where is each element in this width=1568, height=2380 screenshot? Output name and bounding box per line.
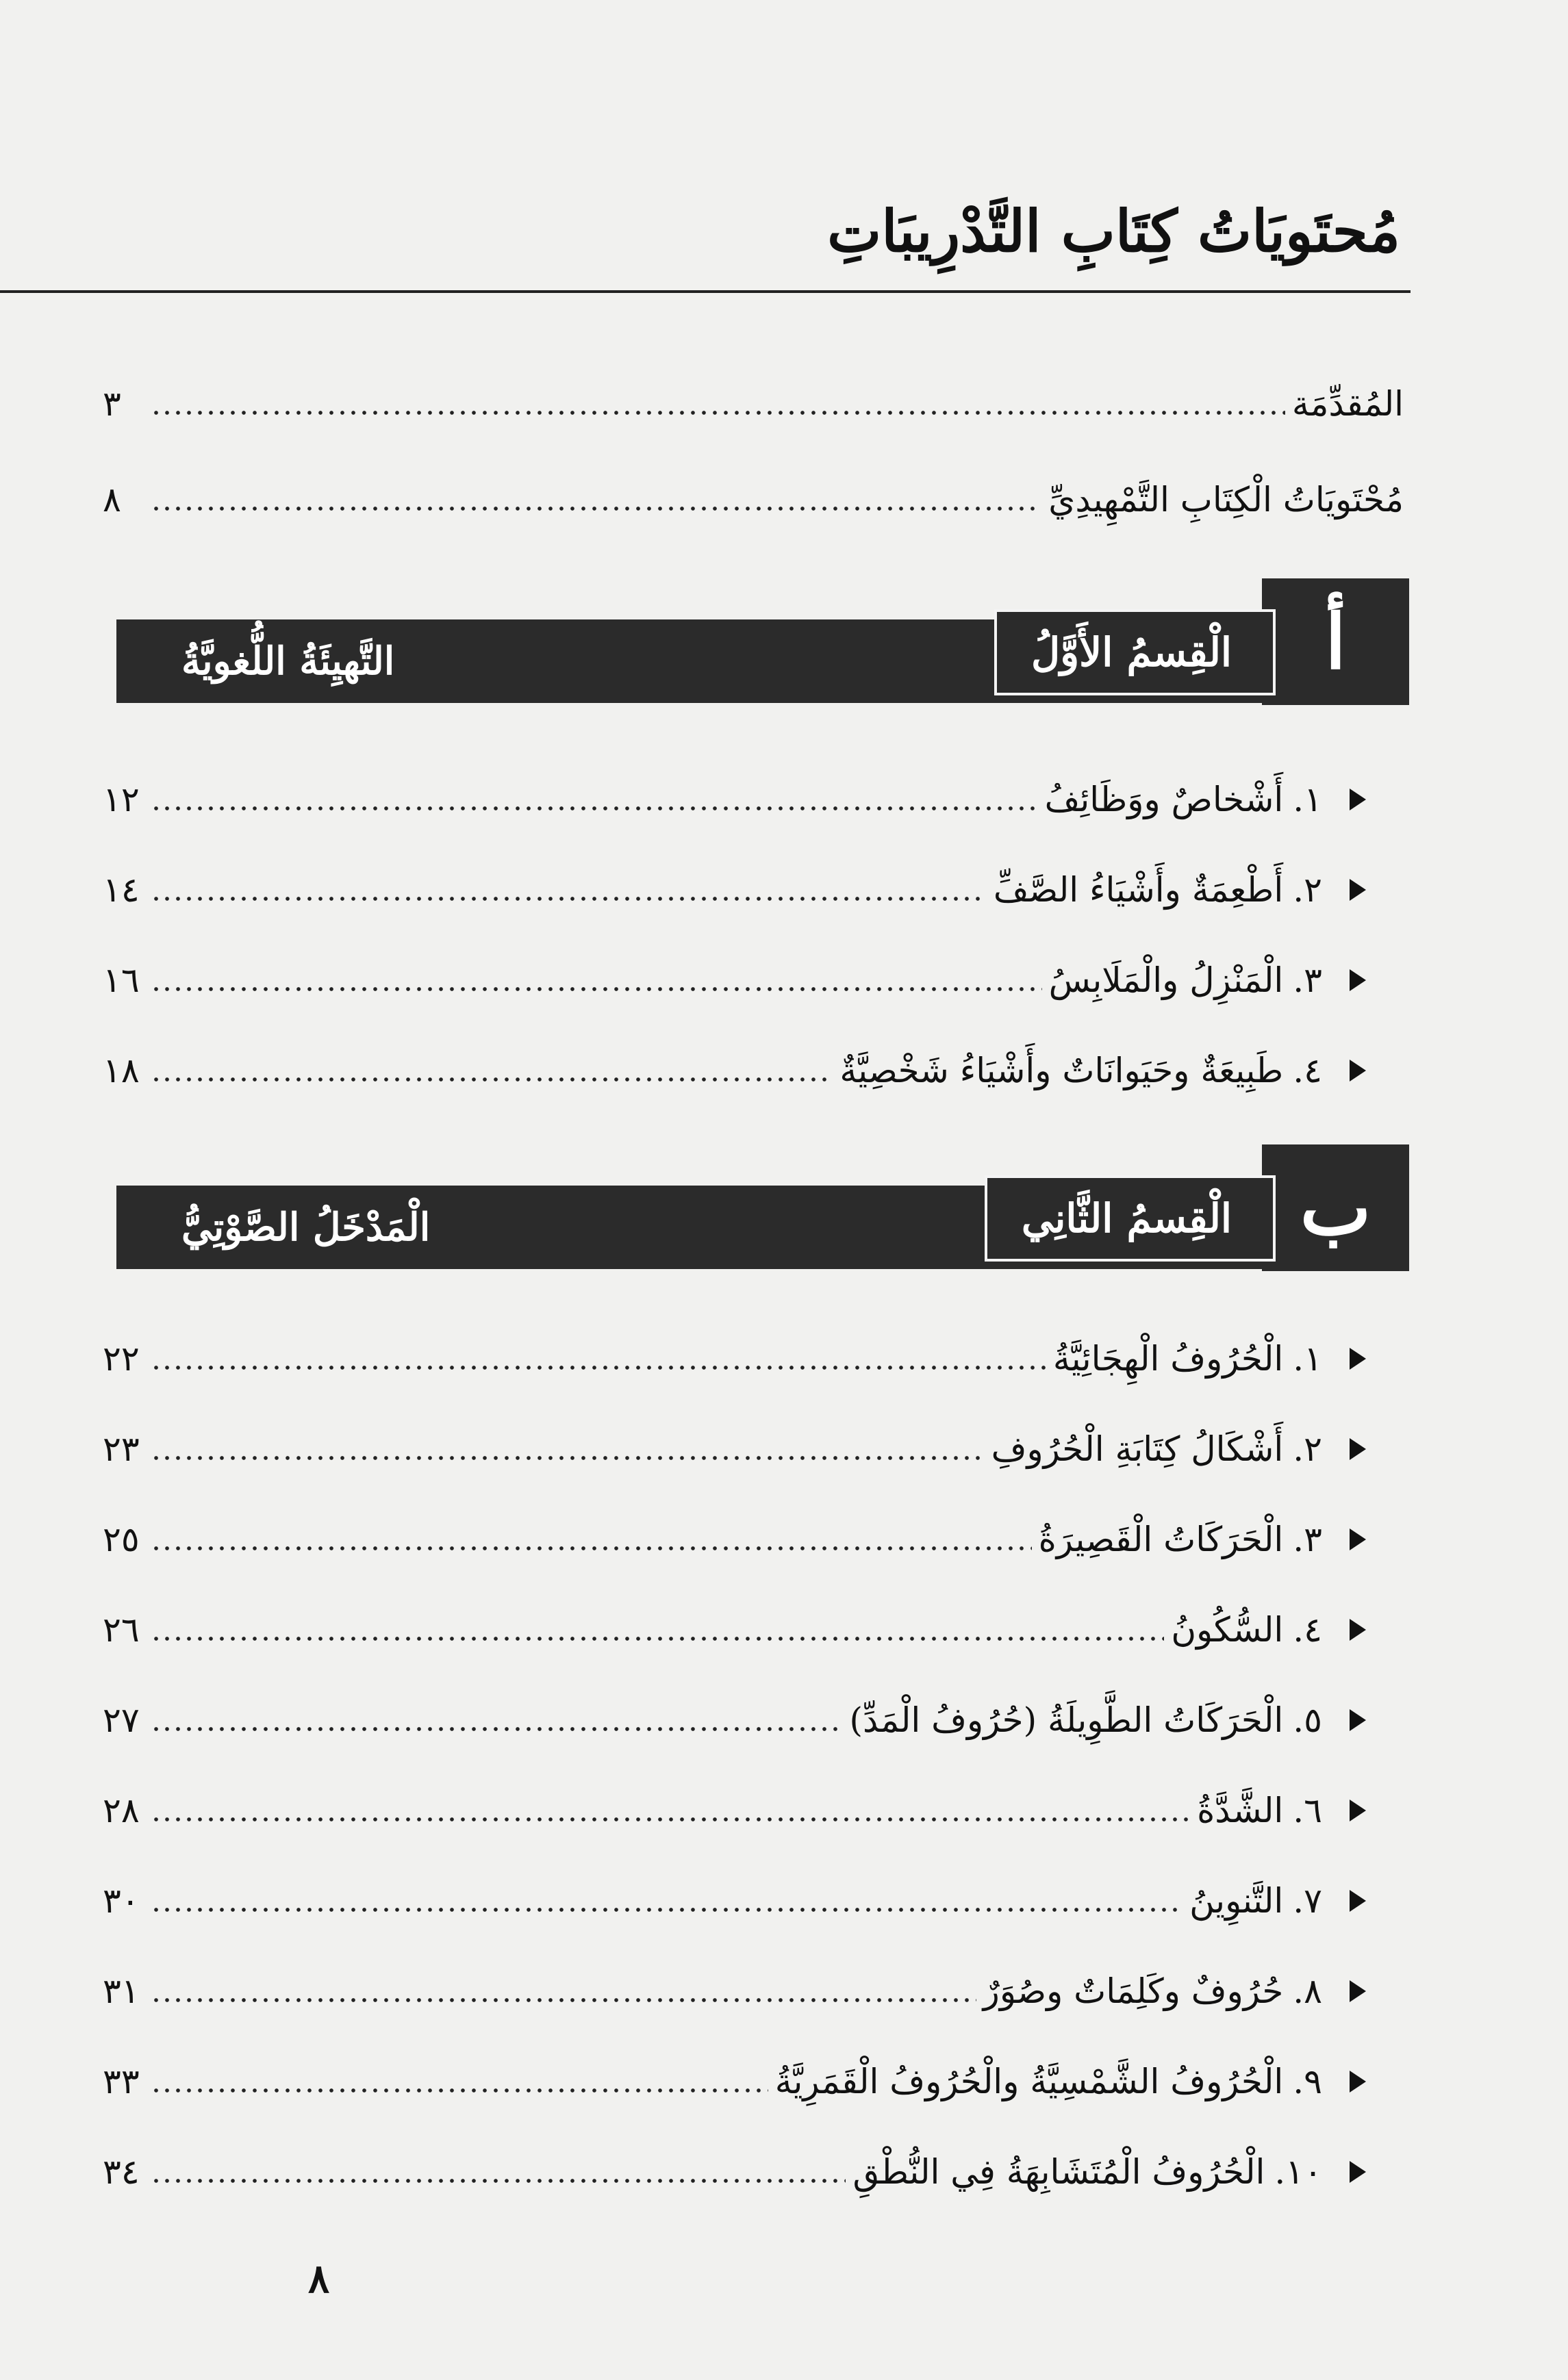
toc-entry-number: ٤.	[1293, 1610, 1322, 1650]
toc-entry-label: السُّكُونُ	[1171, 1610, 1284, 1650]
dot-leader	[151, 806, 1038, 810]
bullet-arrow-icon	[1350, 1890, 1366, 1912]
bullet-arrow-icon	[1350, 1348, 1366, 1370]
bullet-arrow-icon	[1350, 879, 1366, 901]
toc-entry-number: ٢.	[1293, 870, 1322, 910]
dot-leader	[151, 1908, 1183, 1912]
bullet-arrow-icon	[1350, 1980, 1366, 2002]
toc-entry-page: ٢٨	[103, 1791, 140, 1830]
dot-leader	[151, 1817, 1190, 1821]
toc-entry-page: ٢٧	[103, 1700, 140, 1740]
toc-entry-page: ٢٥	[103, 1520, 140, 1559]
bullet-arrow-icon	[1350, 1619, 1366, 1641]
toc-entry[interactable]	[103, 1036, 1366, 1091]
toc-entry-preparatory-book-contents[interactable]	[103, 465, 1404, 520]
toc-entry-page: ٣٤	[103, 2152, 140, 2192]
section-letter: أ	[1262, 578, 1409, 705]
toc-entry-label: مُحْتَويَاتُ الْكِتَابِ التَّمْهِيدِيِّ	[1048, 480, 1404, 520]
toc-entry-page: ١٨	[103, 1051, 140, 1090]
dot-leader	[151, 1366, 1046, 1370]
toc-entry-number: ١.	[1293, 780, 1322, 819]
toc-entry[interactable]	[103, 1867, 1366, 1921]
toc-entry-label: الْحُرُوفُ الْهِجَائِيَّةُ	[1052, 1339, 1284, 1379]
toc-entry[interactable]	[103, 1686, 1366, 1741]
section-subtitle: التَّهيِئَةُ اللُّغويَّةُ	[181, 639, 395, 684]
toc-entry-label: الشَّدَّةُ	[1197, 1791, 1284, 1830]
section-header-1	[116, 578, 1409, 705]
toc-entry[interactable]	[103, 946, 1366, 1001]
dot-leader	[151, 987, 1042, 991]
toc-entry-label: التَّنوِينُ	[1189, 1881, 1284, 1921]
toc-entry-page: ٨	[103, 480, 121, 520]
toc-entry-label: أَشْكَالُ كِتَابَةِ الْحُرُوفِ	[991, 1429, 1284, 1469]
toc-entry-label: الْحُرُوفُ الْمُتَشَابِهَةُ فِي النُّطْقِ	[852, 2152, 1265, 2192]
bullet-arrow-icon	[1350, 1800, 1366, 1821]
toc-entry-page: ٣	[103, 384, 121, 424]
toc-entry[interactable]	[103, 1325, 1366, 1379]
toc-entry-number: ٩.	[1293, 2062, 1322, 2101]
section-letter: ب	[1262, 1144, 1409, 1271]
toc-entry[interactable]	[103, 1505, 1366, 1560]
toc-entry-page: ٢٦	[103, 1610, 140, 1650]
toc-entry-label: الْحَرَكَاتُ الطَّوِيلَةُ (حُرُوفُ الْمَدِّ)	[849, 1700, 1284, 1740]
bullet-arrow-icon	[1350, 1528, 1366, 1550]
toc-entry-page: ٢٢	[103, 1339, 140, 1379]
toc-entry-label: حُرُوفٌ وكَلِمَاتٌ وصُوَرٌ	[983, 1971, 1284, 2011]
toc-entry-label: الْحُرُوفُ الشَّمْسِيَّةُ والْحُرُوفُ الْقَمَرِيَّةُ	[774, 2062, 1284, 2101]
toc-entry[interactable]	[103, 1415, 1366, 1470]
toc-entry-number: ٧.	[1293, 1881, 1322, 1921]
toc-entry-number: ٣.	[1293, 960, 1322, 1000]
dot-leader	[151, 1546, 1032, 1550]
toc-entry[interactable]	[103, 2047, 1366, 2102]
section-name: الْقِسمُ الثَّانِي	[985, 1175, 1276, 1262]
toc-entry-page: ٣٠	[103, 1881, 140, 1921]
toc-entry-number: ٣.	[1293, 1520, 1322, 1559]
dot-leader	[151, 1727, 842, 1731]
toc-entry-page: ١٤	[103, 870, 140, 910]
toc-entry-label: أَشْخاصٌ ووَظَائِفُ	[1044, 780, 1284, 819]
toc-entry-page: ٢٣	[103, 1429, 140, 1469]
title-divider	[0, 290, 1411, 293]
bullet-arrow-icon	[1350, 789, 1366, 810]
toc-entry[interactable]	[103, 2138, 1366, 2192]
toc-entry[interactable]	[103, 765, 1366, 820]
toc-entry-page: ٣٣	[103, 2062, 140, 2101]
toc-entry-number: ٢.	[1293, 1429, 1322, 1469]
page-number: ٨	[308, 2255, 330, 2302]
bullet-arrow-icon	[1350, 2161, 1366, 2183]
toc-entry-label: أَطْعِمَةٌ وأَشْيَاءُ الصَّفِّ	[993, 870, 1284, 910]
dot-leader	[151, 1077, 833, 1082]
section-subtitle: الْمَدْخَلُ الصَّوْتِيُّ	[181, 1205, 431, 1250]
toc-entry[interactable]	[103, 1776, 1366, 1831]
toc-entry-introduction[interactable]	[103, 370, 1404, 424]
toc-entry-label: الْحَرَكَاتُ الْقَصِيرَةُ	[1038, 1520, 1284, 1559]
toc-entry[interactable]	[103, 856, 1366, 910]
toc-entry[interactable]	[103, 1596, 1366, 1650]
toc-entry-number: ٤.	[1293, 1051, 1322, 1090]
toc-entry-label: الْمَنْزِلُ والْمَلَابِسُ	[1048, 960, 1284, 1000]
toc-entry-label: طَبِيعَةٌ وحَيَوانَاتٌ وأَشْيَاءُ شَخْصِيَّةٌ	[839, 1051, 1284, 1090]
toc-entry-number: ١٠.	[1274, 2152, 1322, 2192]
toc-entry-number: ٦.	[1293, 1791, 1322, 1830]
toc-entry-number: ٥.	[1293, 1700, 1322, 1740]
bullet-arrow-icon	[1350, 1709, 1366, 1731]
bullet-arrow-icon	[1350, 1060, 1366, 1082]
bullet-arrow-icon	[1350, 2071, 1366, 2093]
section-header-2	[116, 1144, 1409, 1271]
toc-entry-page: ١٦	[103, 960, 140, 1000]
dot-leader	[151, 2179, 846, 2183]
dot-leader	[151, 897, 987, 901]
page-title: مُحتَويَاتُ كِتَابِ التَّدْرِيبَاتِ	[827, 197, 1400, 265]
dot-leader	[151, 1637, 1164, 1641]
toc-entry-number: ١.	[1293, 1339, 1322, 1379]
toc-entry-page: ١٢	[103, 780, 140, 819]
dot-leader	[151, 2088, 768, 2093]
toc-entry[interactable]	[103, 1957, 1366, 2012]
dot-leader	[151, 1456, 985, 1460]
toc-entry-page: ٣١	[103, 1971, 140, 2011]
bullet-arrow-icon	[1350, 1438, 1366, 1460]
bullet-arrow-icon	[1350, 969, 1366, 991]
dot-leader	[151, 411, 1285, 415]
section-name: الْقِسمُ الأَوَّلُ	[994, 609, 1276, 695]
toc-entry-number: ٨.	[1293, 1971, 1322, 2011]
dot-leader	[151, 1998, 976, 2002]
dot-leader	[151, 507, 1041, 511]
toc-entry-label: المُقدِّمَة	[1291, 384, 1404, 424]
